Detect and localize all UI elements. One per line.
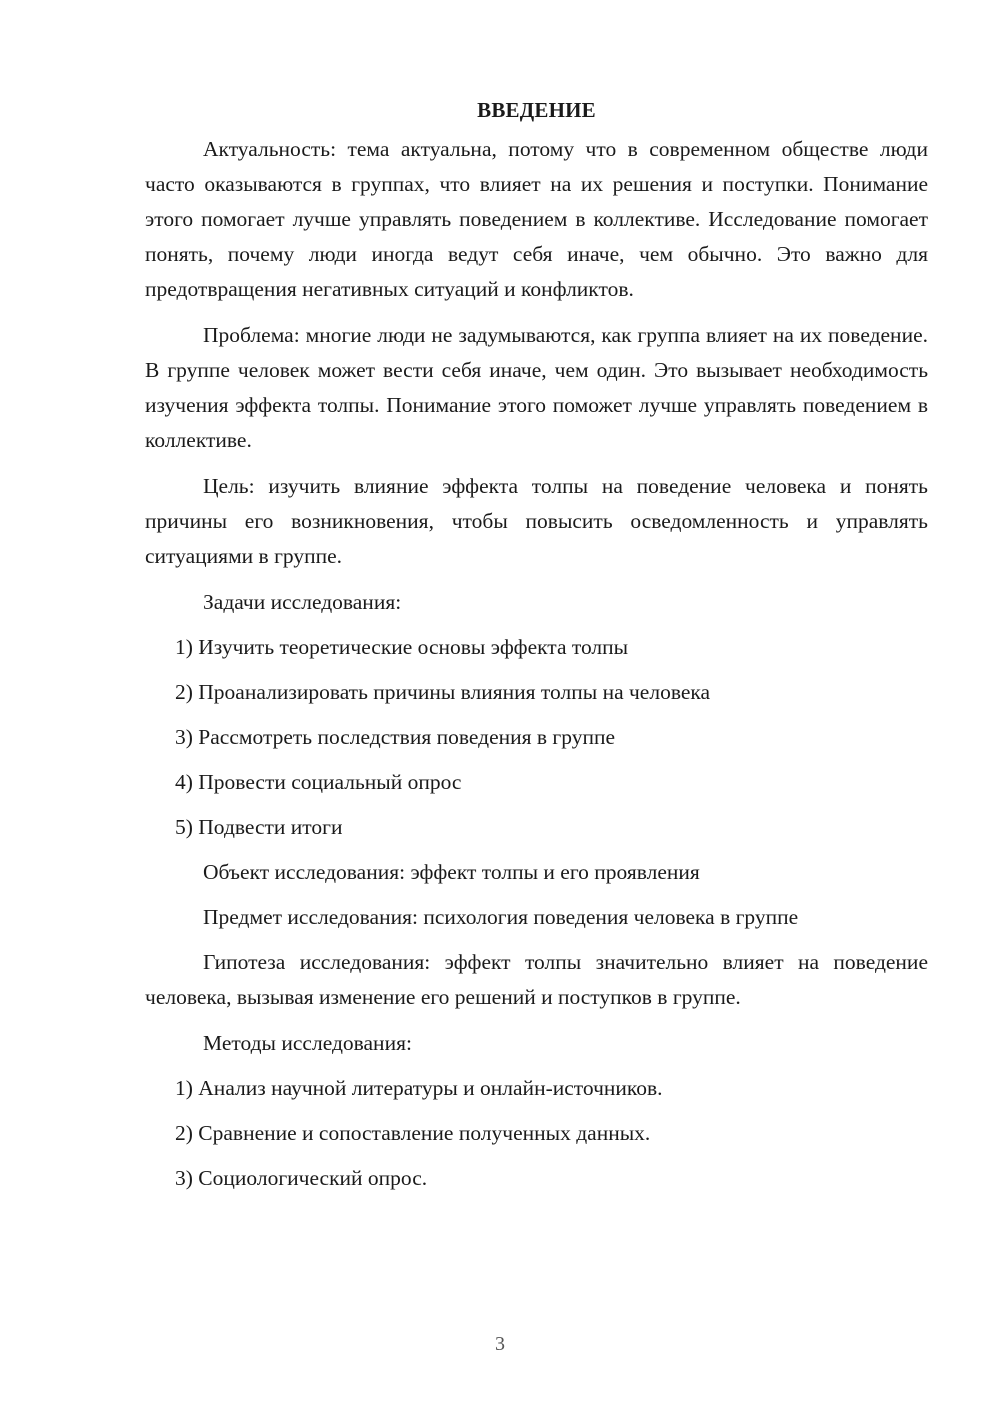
task-item-4: 4) Провести социальный опрос — [175, 770, 462, 794]
method-item-2: 2) Сравнение и сопоставление полученных данных. — [175, 1121, 651, 1145]
method-item-3: 3) Социологический опрос. — [175, 1166, 428, 1190]
hypothesis-paragraph: Гипотеза исследования: эффект толпы значительно влияет на поведение человека, вызывая изменение его решений и поступков в группе. — [145, 950, 928, 1009]
method-item-1: 1) Анализ научной литературы и онлайн-источников. — [175, 1076, 663, 1100]
section-title: ВВЕДЕНИЕ — [477, 98, 596, 122]
problem-paragraph: Проблема: многие люди не задумываются, как группа влияет на их поведение. В группе человек может вести себя иначе, чем один. Это вызывает необходимость изучения эффекта толпы. Понимание этого поможет лучше управлять поведением в коллективе. — [145, 323, 928, 452]
task-item-1: 1) Изучить теоретические основы эффекта толпы — [175, 635, 629, 659]
methods-heading: Методы исследования: — [203, 1031, 412, 1055]
task-item-2: 2) Проанализировать причины влияния толпы на человека — [175, 680, 711, 704]
goal-paragraph: Цель: изучить влияние эффекта толпы на поведение человека и понять причины его возникновения, чтобы повысить осведомленность и управлять ситуациями в группе. — [145, 474, 928, 568]
task-item-5: 5) Подвести итоги — [175, 815, 343, 839]
object-line: Объект исследования: эффект толпы и его проявления — [203, 860, 700, 884]
document-page — [145, 92, 928, 1206]
task-item-3: 3) Рассмотреть последствия поведения в группе — [175, 725, 616, 749]
page-number: 3 — [495, 1333, 505, 1355]
subject-line: Предмет исследования: психология поведения человека в группе — [203, 905, 799, 929]
relevance-paragraph: Актуальность: тема актуальна, потому что в современном обществе люди часто оказываются в группах, что влияет на их решения и поступки. Понимание этого помогает лучше управлять поведением в коллективе. Исследование помогает понять, почему люди иногда ведут себя иначе, чем обычно. Это важно для предотвращения негативных ситуаций и конфликтов. — [145, 137, 928, 301]
tasks-heading: Задачи исследования: — [203, 590, 402, 614]
